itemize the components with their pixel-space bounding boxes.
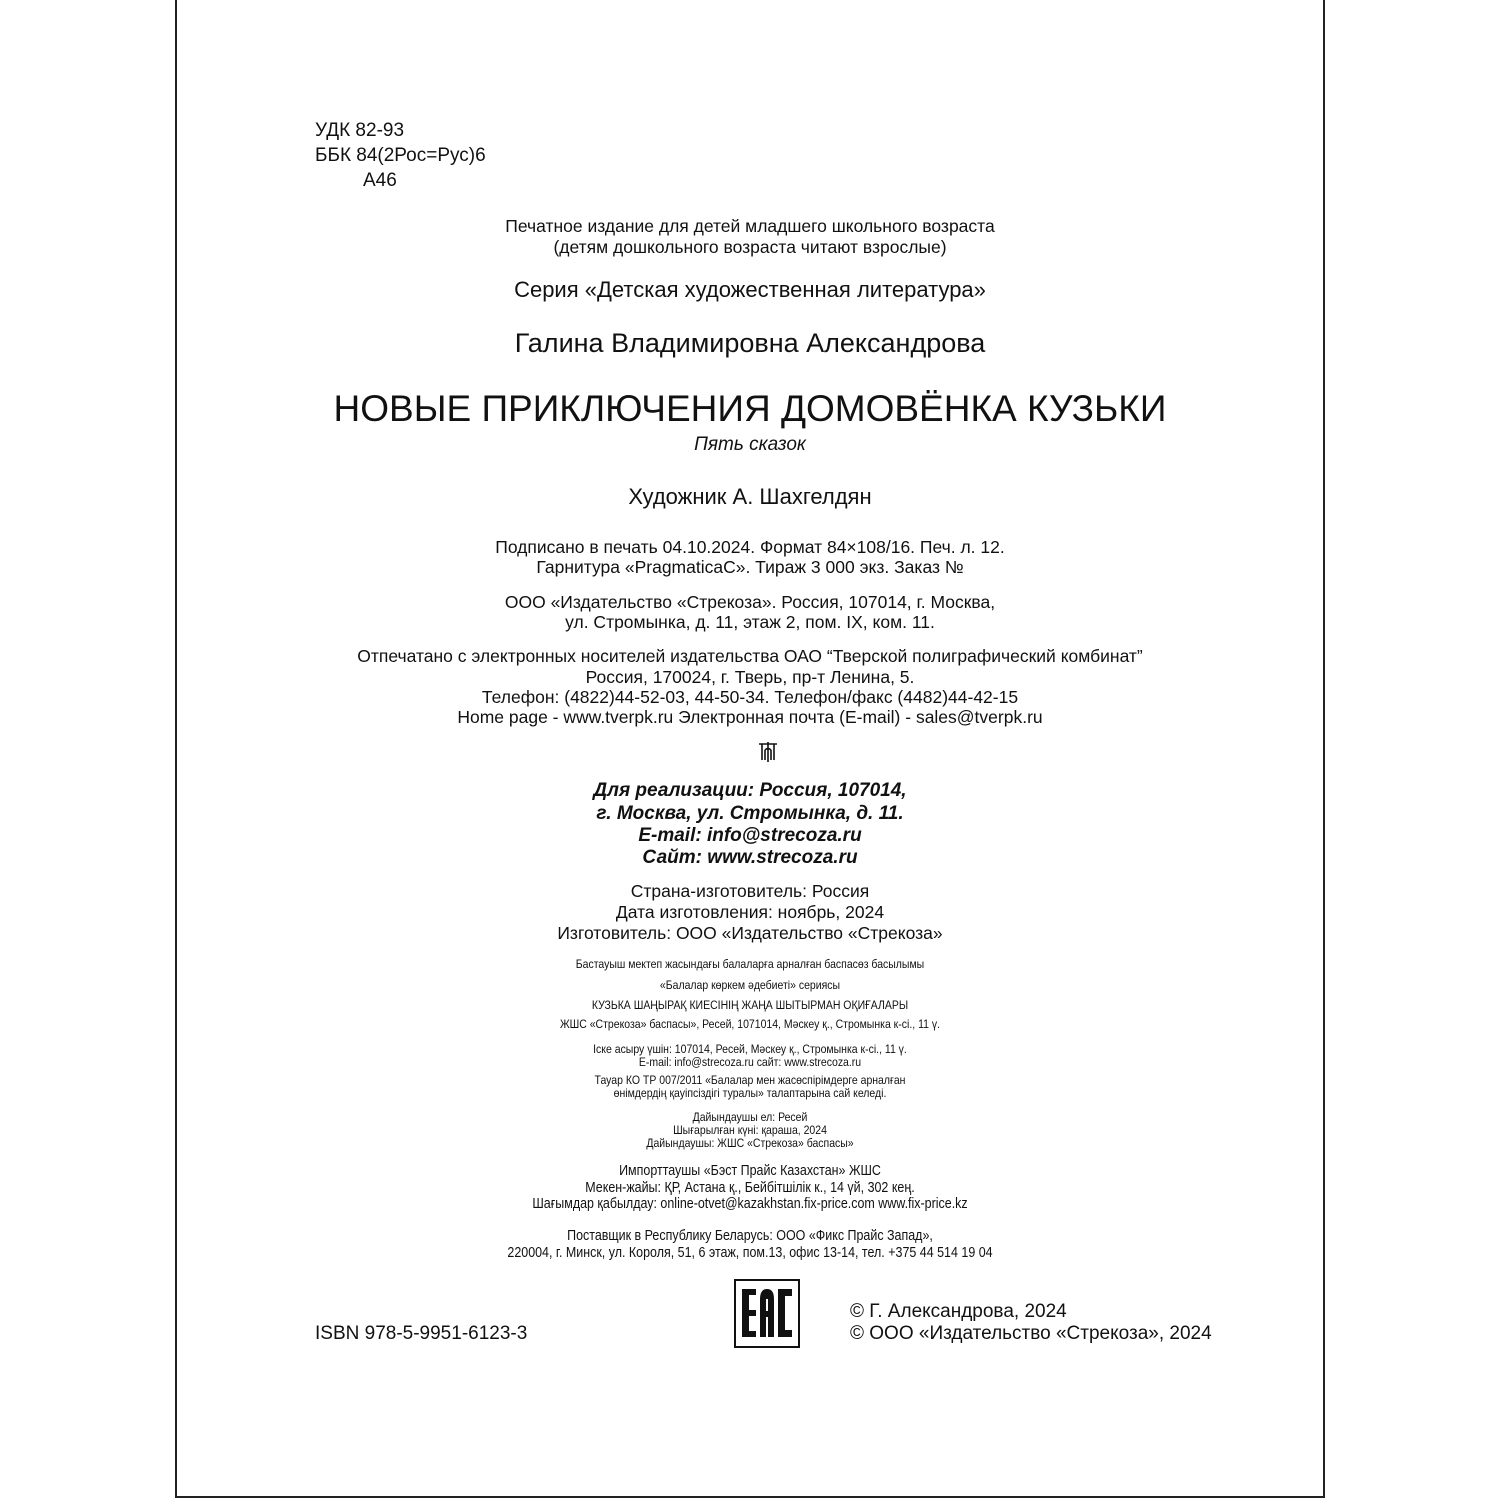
kz-sales-line-2: E-mail: info@strecoza.ru сайт: www.strecoza.ru — [638, 1055, 862, 1069]
kz-title: КУЗЬКА ШАҢЫРАҚ КИЕСІНІҢ ЖАҢА ШЫТЫРМАН ОҚИҒАЛАРЫ — [591, 998, 909, 1012]
importer-line-1: Импорттаушы «Бэст Прайс Казахстан» ЖШС — [619, 1163, 881, 1179]
kz-date: Шығарылған күні: қараша, 2024 — [673, 1123, 827, 1137]
print-info-line-1: Подписано в печать 04.10.2024. Формат 84×108/16. Печ. л. 12. — [495, 537, 1005, 557]
printer-line-4: Home page - www.tverpk.ru Электронная почта (E-mail) - sales@tverpk.ru — [457, 707, 1043, 727]
audience-line-2: (детям дошкольного возраста читают взрослые) — [553, 237, 947, 257]
copyright-author: © Г. Александрова, 2024 — [850, 1301, 1067, 1322]
sales-site: Сайт: www.strecoza.ru — [642, 847, 858, 868]
kz-publisher: ЖШС «Стрекоза» баспасы», Ресей, 1071014, Мәскеу қ., Стромынка к-сі., 11 ү. — [559, 1017, 941, 1031]
sales-line-2: г. Москва, ул. Стромынка, д. 11. — [596, 803, 904, 824]
kz-sales-line-1: Іске асыру үшін: 107014, Ресей, Мәскеу қ., Стромынка к-сі., 11 ү. — [593, 1042, 907, 1056]
printer-emblem-icon — [756, 740, 780, 764]
importer-line-2: Мекен-жайы: ҚР, Астана қ., Бейбітшілік к., 14 үй, 302 кең. — [585, 1180, 915, 1196]
manufacture-country: Страна-изготовитель: Россия — [630, 881, 870, 901]
bbk-code: ББК 84(2Рос=Рус)6 — [315, 145, 486, 166]
kz-standard-line-1: Тауар КО ТР 007/2011 «Балалар мен жасөспірімдерге арналған — [594, 1073, 906, 1087]
book-subtitle: Пять сказок — [694, 434, 806, 455]
print-info-line-2: Гарнитура «PragmaticaC». Тираж 3 000 экз. Заказ № — [536, 557, 964, 577]
kz-standard-line-2: өнімдердің қауіпсіздігі туралы» талаптарына сай келеді. — [613, 1086, 887, 1100]
book-title: НОВЫЕ ПРИКЛЮЧЕНИЯ ДОМОВЁНКА КУЗЬКИ — [333, 388, 1167, 429]
illustrator-line: Художник А. Шахгелдян — [628, 484, 872, 509]
printer-line-1: Отпечатано с электронных носителей издательства ОАО “Тверской полиграфический комбинат” — [357, 646, 1143, 666]
belarus-line-1: Поставщик в Республику Беларусь: ООО «Фикс Прайс Запад», — [567, 1228, 933, 1244]
belarus-line-2: 220004, г. Минск, ул. Короля, 51, 6 этаж, пом.13, офис 13-14, тел. +375 44 514 19 04 — [507, 1245, 993, 1261]
publisher-line-2: ул. Стромынка, д. 11, этаж 2, пом. IX, ком. 11. — [565, 612, 935, 632]
printer-line-2: Россия, 170024, г. Тверь, пр-т Ленина, 5. — [585, 667, 915, 687]
printer-line-3: Телефон: (4822)44-52-03, 44-50-34. Телефон/факс (4482)44-42-15 — [481, 687, 1019, 707]
isbn: ISBN 978-5-9951-6123-3 — [315, 1323, 528, 1344]
author-name: Галина Владимировна Александрова — [514, 328, 986, 358]
manufacture-maker: Изготовитель: ООО «Издательство «Стрекоза» — [557, 923, 943, 943]
sales-line-1: Для реализации: Россия, 107014, — [593, 780, 907, 801]
importer-line-3: Шағымдар қабылдау: online-otvet@kazakhstan.fix-price.com www.fix-price.kz — [532, 1196, 968, 1212]
kz-maker: Дайындаушы: ЖШС «Стрекоза» баспасы» — [646, 1136, 854, 1150]
sales-email: E-mail: info@strecoza.ru — [638, 825, 862, 846]
kz-audience: Бастауыш мектеп жасындағы балаларға арналған баспасөз басылымы — [575, 957, 925, 971]
udk-code: УДК 82-93 — [315, 120, 405, 141]
eac-mark-icon — [734, 1279, 800, 1348]
kz-series: «Балалар көркем әдебиеті» сериясы — [659, 978, 841, 992]
publisher-line-1: ООО «Издательство «Стрекоза». Россия, 107014, г. Москва, — [504, 592, 996, 612]
series-line: Серия «Детская художественная литература» — [514, 277, 986, 302]
manufacture-date: Дата изготовления: ноябрь, 2024 — [615, 902, 885, 922]
copyright-publisher: © ООО «Издательство «Стрекоза», 2024 — [850, 1323, 1212, 1344]
audience-line-1: Печатное издание для детей младшего школьного возраста — [505, 216, 995, 236]
author-sign: А46 — [363, 170, 397, 191]
kz-country: Дайындаушы ел: Ресей — [692, 1110, 808, 1124]
